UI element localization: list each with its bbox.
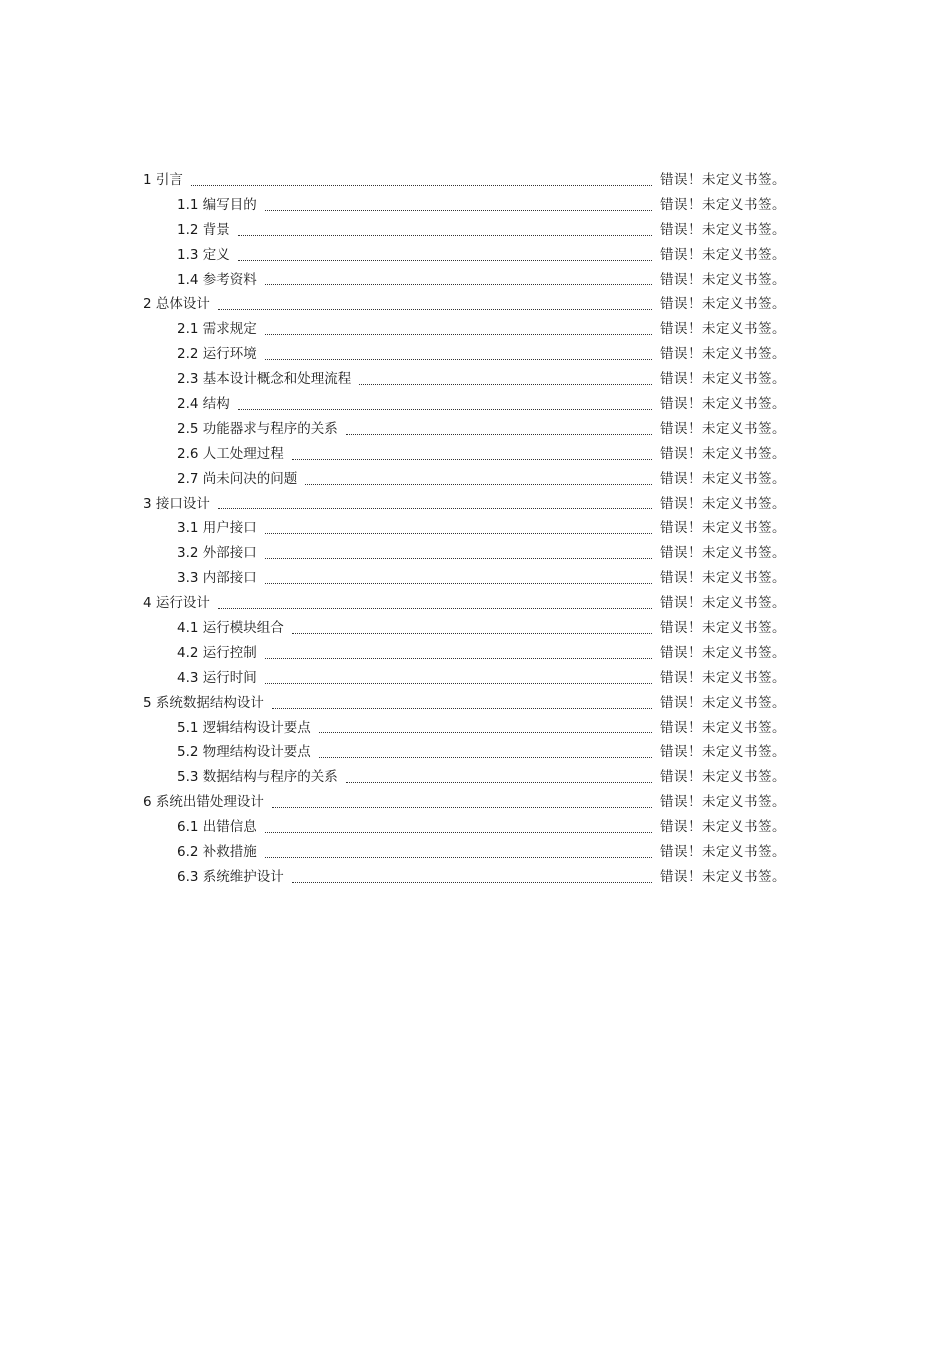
toc-entry-page-ref: 错误！未定义书签。 (660, 595, 786, 612)
toc-dot-leader (272, 708, 652, 709)
toc-dot-leader (346, 434, 652, 435)
table-of-contents (143, 168, 786, 890)
toc-entry-page-ref: 错误！未定义书签。 (660, 769, 786, 786)
toc-entry-page-ref: 错误！未定义书签。 (660, 346, 786, 363)
toc-entry[interactable] (143, 666, 786, 691)
toc-entry-title: 3.2 外部接口 (177, 545, 257, 562)
toc-entry-title: 1.1 编写目的 (177, 196, 257, 213)
toc-entry-page-ref: 错误！未定义书签。 (660, 396, 786, 412)
toc-entry-page-ref: 错误！未定义书签。 (660, 470, 786, 487)
toc-entry-page-ref: 错误！未定义书签。 (660, 246, 786, 263)
toc-dot-leader (265, 583, 652, 584)
toc-entry[interactable] (143, 392, 786, 417)
toc-entry[interactable] (143, 865, 786, 890)
toc-dot-leader (218, 608, 652, 609)
toc-entry[interactable] (143, 193, 786, 218)
toc-entry[interactable] (143, 840, 786, 865)
toc-entry[interactable] (143, 541, 786, 566)
toc-entry-page-ref: 错误！未定义书签。 (660, 420, 786, 437)
toc-entry-title: 2.3 基本设计概念和处理流程 (177, 371, 352, 388)
toc-entry-title: 4.1 运行模块组合 (177, 620, 284, 637)
toc-entry-title: 5.2 物理结构设计要点 (177, 744, 311, 761)
toc-entry-title: 1.4 参考资料 (177, 271, 257, 288)
toc-entry-title: 1.2 背景 (177, 221, 230, 238)
toc-entry[interactable] (143, 492, 786, 517)
toc-entry[interactable] (143, 815, 786, 840)
toc-entry-title: 4 运行设计 (143, 595, 210, 612)
toc-entry[interactable] (143, 740, 786, 765)
toc-dot-leader (265, 533, 652, 534)
toc-entry-page-ref: 错误！未定义书签。 (660, 445, 786, 462)
toc-entry-title: 2.6 人工处理过程 (177, 445, 284, 462)
toc-dot-leader (346, 782, 652, 783)
toc-entry-page-ref: 错误！未定义书签。 (660, 794, 786, 811)
toc-entry-title: 3.1 用户接口 (177, 520, 257, 537)
toc-entry-page-ref: 错误！未定义书签。 (660, 868, 786, 885)
toc-entry[interactable] (143, 417, 786, 442)
toc-entry-title: 6 系统出错处理设计 (143, 794, 264, 811)
toc-entry[interactable] (143, 691, 786, 716)
toc-entry[interactable] (143, 790, 786, 815)
toc-entry-title: 4.3 运行时间 (177, 669, 257, 686)
toc-entry-title: 1.3 定义 (177, 246, 230, 263)
toc-dot-leader (292, 459, 652, 460)
toc-entry-title: 5 系统数据结构设计 (143, 694, 264, 711)
toc-entry-page-ref: 错误！未定义书签。 (660, 620, 786, 637)
toc-entry-page-ref: 错误！未定义书签。 (660, 844, 786, 861)
toc-entry[interactable] (143, 268, 786, 293)
toc-dot-leader (191, 185, 652, 186)
toc-entry[interactable] (143, 765, 786, 790)
toc-dot-leader (265, 658, 652, 659)
toc-entry-title: 2.7 尚未问决的问题 (177, 470, 298, 487)
toc-entry[interactable] (143, 367, 786, 392)
toc-dot-leader (265, 334, 652, 335)
toc-dot-leader (319, 757, 652, 758)
toc-dot-leader (265, 284, 652, 285)
toc-dot-leader (238, 409, 652, 410)
toc-entry[interactable] (143, 616, 786, 641)
toc-dot-leader (218, 508, 652, 509)
toc-entry-page-ref: 错误！未定义书签。 (660, 545, 786, 562)
toc-entry-title: 2 总体设计 (143, 296, 210, 313)
toc-entry-page-ref: 错误！未定义书签。 (660, 321, 786, 338)
toc-entry-title: 5.1 逻辑结构设计要点 (177, 719, 311, 736)
toc-entry[interactable] (143, 716, 786, 741)
toc-entry-page-ref: 错误！未定义书签。 (660, 221, 786, 238)
toc-entry-page-ref: 错误！未定义书签。 (660, 719, 786, 736)
toc-dot-leader (292, 633, 652, 634)
toc-entry[interactable] (143, 591, 786, 616)
toc-entry[interactable] (143, 243, 786, 268)
toc-entry-title: 6.2 补救措施 (177, 844, 257, 861)
toc-entry[interactable] (143, 566, 786, 591)
toc-dot-leader (218, 309, 652, 310)
toc-entry[interactable] (143, 467, 786, 492)
toc-entry-page-ref: 错误！未定义书签。 (660, 644, 786, 661)
toc-entry-page-ref: 错误！未定义书签。 (660, 196, 786, 213)
toc-entry-title: 5.3 数据结构与程序的关系 (177, 769, 338, 786)
toc-entry[interactable] (143, 442, 786, 467)
toc-dot-leader (265, 832, 652, 833)
toc-dot-leader (265, 558, 652, 559)
toc-dot-leader (265, 210, 652, 211)
toc-dot-leader (359, 384, 652, 385)
toc-entry-page-ref: 错误！未定义书签。 (660, 819, 786, 836)
toc-entry-page-ref: 错误！未定义书签。 (660, 694, 786, 711)
toc-entry[interactable] (143, 317, 786, 342)
toc-entry[interactable] (143, 292, 786, 317)
toc-entry-page-ref: 错误！未定义书签。 (660, 744, 786, 761)
toc-entry-title: 3 接口设计 (143, 495, 210, 512)
toc-entry[interactable] (143, 218, 786, 243)
toc-entry[interactable] (143, 641, 786, 666)
toc-entry[interactable] (143, 168, 786, 193)
toc-entry-page-ref: 错误！未定义书签。 (660, 271, 786, 288)
toc-entry[interactable] (143, 516, 786, 541)
toc-dot-leader (292, 882, 652, 883)
toc-entry-page-ref: 错误！未定义书签。 (660, 171, 786, 188)
toc-dot-leader (319, 732, 652, 733)
toc-dot-leader (265, 857, 652, 858)
toc-entry-page-ref: 错误！未定义书签。 (660, 669, 786, 686)
toc-entry[interactable] (143, 342, 786, 367)
toc-dot-leader (238, 260, 652, 261)
toc-entry-title: 2.4 结构 (177, 396, 230, 412)
toc-dot-leader (265, 359, 652, 360)
toc-dot-leader (265, 683, 652, 684)
toc-entry-title: 1 引言 (143, 171, 183, 188)
toc-entry-page-ref: 错误！未定义书签。 (660, 570, 786, 587)
toc-entry-title: 2.1 需求规定 (177, 321, 257, 338)
toc-dot-leader (238, 235, 652, 236)
toc-entry-page-ref: 错误！未定义书签。 (660, 296, 786, 313)
toc-entry-page-ref: 错误！未定义书签。 (660, 371, 786, 388)
toc-entry-title: 6.1 出错信息 (177, 819, 257, 836)
toc-entry-title: 2.5 功能器求与程序的关系 (177, 420, 338, 437)
toc-entry-title: 3.3 内部接口 (177, 570, 257, 587)
toc-entry-page-ref: 错误！未定义书签。 (660, 520, 786, 537)
toc-dot-leader (272, 807, 652, 808)
toc-entry-title: 6.3 系统维护设计 (177, 868, 284, 885)
toc-dot-leader (305, 484, 652, 485)
toc-entry-title: 2.2 运行环境 (177, 346, 257, 363)
toc-entry-page-ref: 错误！未定义书签。 (660, 495, 786, 512)
toc-entry-title: 4.2 运行控制 (177, 644, 257, 661)
